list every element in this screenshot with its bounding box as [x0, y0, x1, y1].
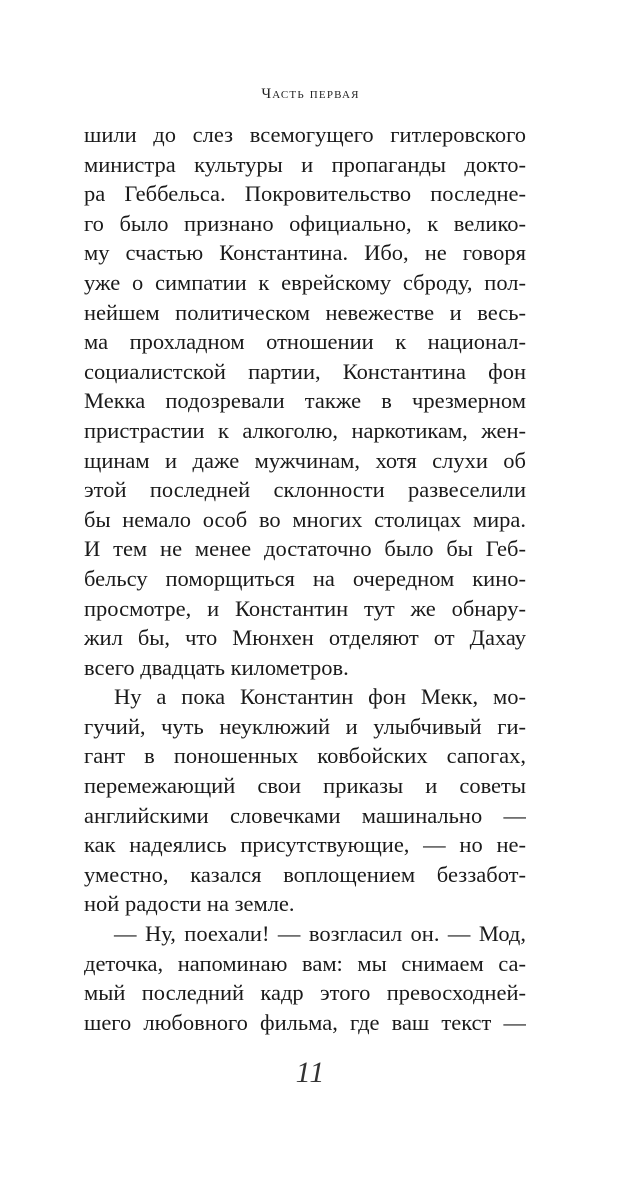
text-line: нейшем политическом невежестве и весь- — [84, 299, 526, 325]
page-number: 11 — [295, 1056, 326, 1089]
text-line: ной радости на земле. — [84, 891, 295, 917]
text-line: уже о симпатии к еврейскому сброду, пол- — [84, 269, 526, 295]
text-line: гант в поношенных ковбойских сапогах, — [84, 743, 526, 769]
text-line: бельсу поморщиться на очередном кино- — [84, 565, 526, 591]
text-line: Мекка подозревали также в чрезмерном — [84, 388, 526, 414]
text-line: этой последней склонности развеселили — [84, 477, 526, 503]
text-line: всего двадцать километров. — [84, 654, 349, 680]
text-line: го было признано официально, к велико- — [84, 210, 526, 236]
text-line: гучий, чуть неуклюжий и улыбчивый ги- — [84, 713, 526, 739]
text-line: жил бы, что Мюнхен отделяют от Дахау — [84, 625, 526, 651]
text-line: ра Геббельса. Покровительство последне- — [84, 181, 526, 207]
text-line: уместно, казался воплощением беззабот- — [84, 861, 526, 887]
text-line: шего любовного фильма, где ваш текст — — [84, 1009, 526, 1035]
text-line: социалистской партии, Константина фон — [84, 358, 526, 384]
text-line: как надеялись присутствующие, — но не- — [84, 832, 526, 858]
text-line: мый последний кадр этого превосходней- — [84, 980, 526, 1006]
text-line: министра культуры и пропаганды докто- — [84, 151, 526, 177]
text-line: шили до слез всемогущего гитлеровского — [84, 122, 526, 147]
text-line: И тем не менее достаточно было бы Геб- — [84, 536, 526, 562]
text-line: му счастью Константина. Ибо, не говоря — [84, 240, 526, 266]
text-line: просмотре, и Константин тут же обнару- — [84, 595, 526, 621]
text-line: Ну а пока Константин фон Мекк, мо- — [114, 684, 526, 710]
text-line: бы немало особ во многих столицах мира. — [84, 506, 526, 532]
running-head: Часть первая — [261, 86, 360, 102]
text-line: перемежающий свои приказы и советы — [84, 773, 526, 799]
text-line: деточка, напоминаю вам: мы снимаем са- — [84, 950, 526, 976]
text-line: — Ну, поехали! — возгласил он. — Мод, — [114, 921, 526, 947]
body-text — [84, 120, 526, 1037]
text-line: ма прохладном отношении к национал- — [84, 329, 526, 355]
text-line: щинам и даже мужчинам, хотя слухи об — [84, 447, 526, 473]
text-line: английскими словечками машинально — — [84, 802, 526, 828]
text-line: пристрастии к алкоголю, наркотикам, жен- — [84, 417, 526, 443]
